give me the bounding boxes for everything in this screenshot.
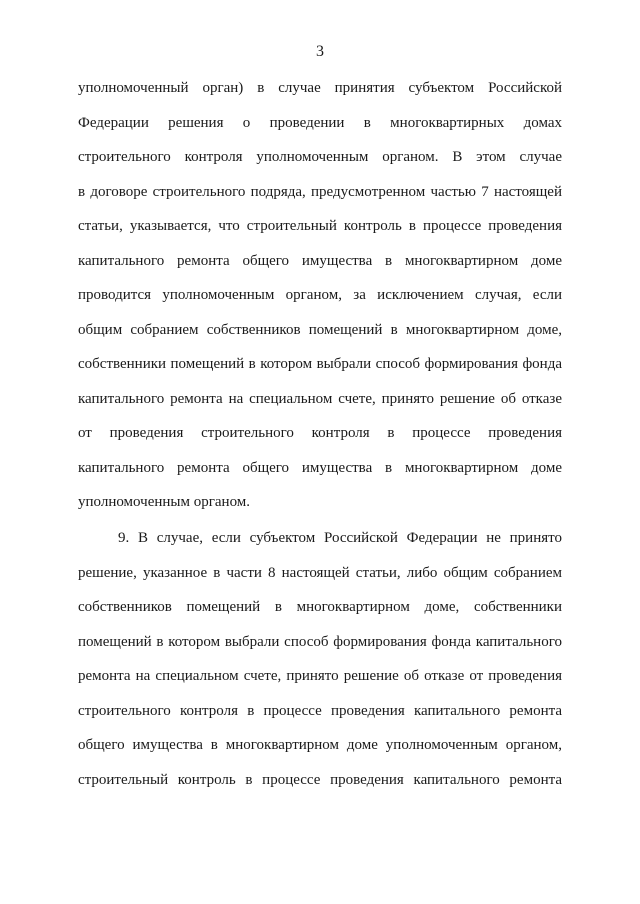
text-line: от проведения строительного контроля в процессе проведения [78,425,562,441]
text-line: 9. В случае, если субъектом Российской Федерации не принято [118,530,562,546]
text-line: капитального ремонта общего имущества в многоквартирном доме [78,252,562,269]
text-line: решение, указанное в части 8 настоящей статьи, либо общим собранием [78,564,562,581]
text-line: строительного контроля в процессе проведения капитального ремонта [78,702,562,719]
page-number: 3 [316,43,324,60]
text-line: Федерации решения о проведении в многоквартирных домах [78,114,562,131]
text-line: собственников помещений в многоквартирном доме, собственники [78,599,562,615]
text-line: общего имущества в многоквартирном доме уполномоченным органом, [78,737,562,753]
text-line: помещений в котором выбрали способ формирования фонда капитального [78,633,562,650]
text-line: ремонта на специальном счете, принято решение об отказе от проведения [78,668,562,684]
text-line: уполномоченный орган) в случае принятия субъектом Российской [78,80,562,96]
text-line: статьи, указывается, что строительный контроль в процессе проведения [78,218,562,234]
text-line: уполномоченным органом. [78,494,251,510]
paragraph-9 [78,528,562,804]
text-line: общим собранием собственников помещений в многоквартирном доме, [78,321,562,338]
text-line: собственники помещений в котором выбрали способ формирования фонда [78,356,562,372]
text-line: капитального ремонта общего имущества в многоквартирном доме [78,459,562,476]
text-line: капитального ремонта на специальном счете, принято решение об отказе [78,390,562,407]
text-line: строительный контроль в процессе проведения капитального ремонта [78,771,562,788]
text-line: строительного контроля уполномоченным органом. В этом случае [78,149,562,165]
paragraph-continued [78,78,562,527]
text-line: в договоре строительного подряда, предусмотренном частью 7 настоящей [78,183,562,200]
text-line: проводится уполномоченным органом, за исключением случая, если [78,287,562,303]
